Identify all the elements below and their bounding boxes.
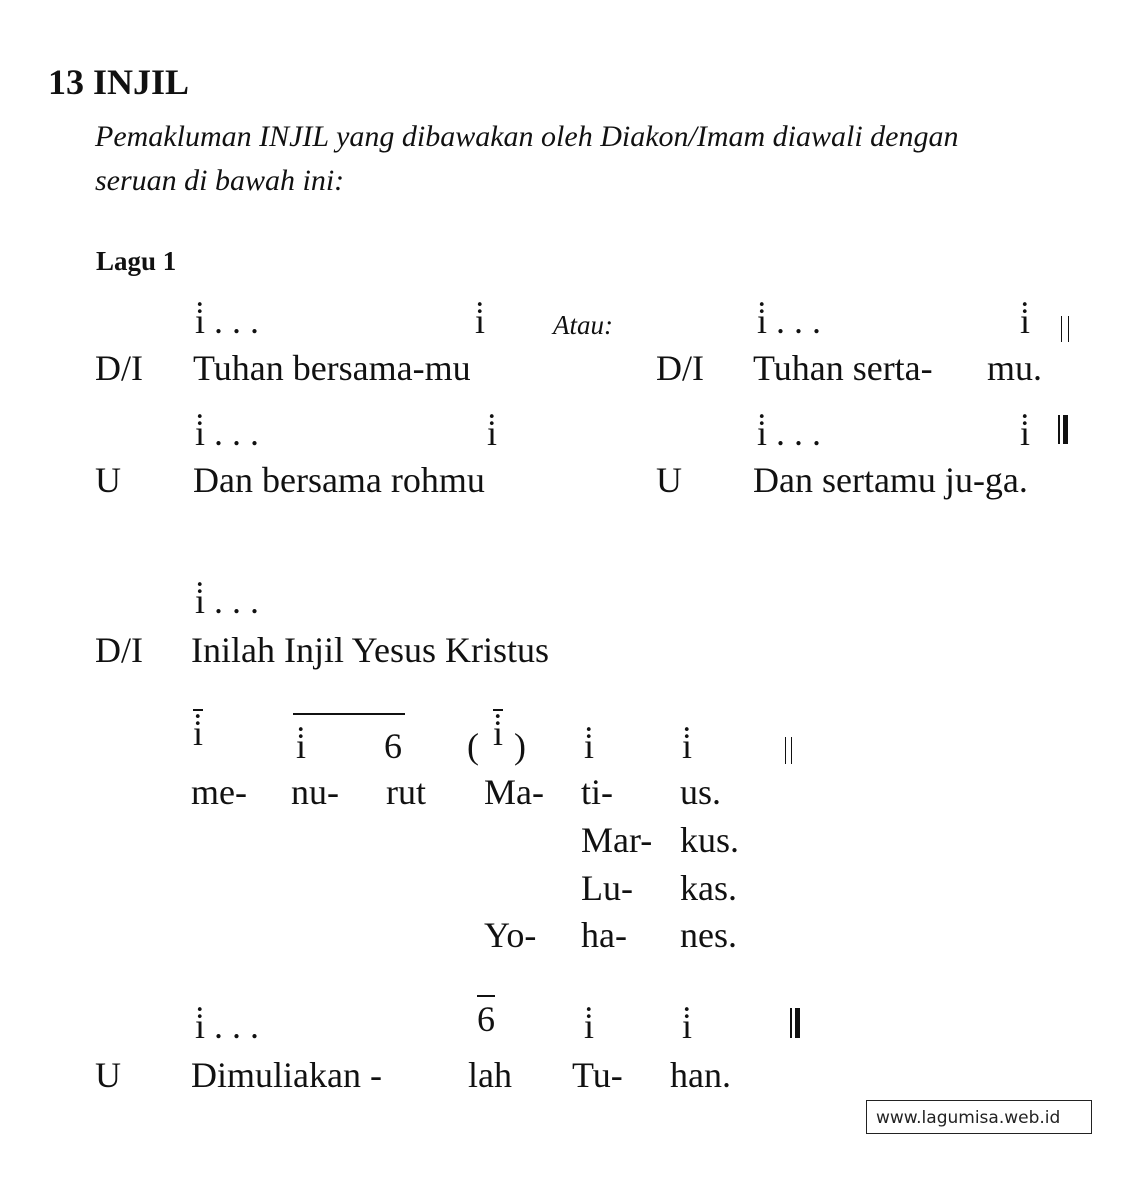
page-title: 13 INJIL	[48, 62, 190, 102]
left-row2-notes-a: i̇ . . .	[195, 413, 260, 453]
right-row2-role: U	[656, 460, 682, 500]
syllable-ti: ti-	[581, 772, 613, 812]
final-barline	[1058, 415, 1070, 444]
syllable-ha: ha-	[581, 915, 627, 955]
right-row1-lyric-a: Tuhan serta-	[753, 348, 933, 388]
right-row2-notes-b: i̇	[1020, 413, 1031, 453]
watermark-text: www.lagumisa.web.id	[876, 1108, 1061, 1128]
response-lyric-2: lah	[468, 1055, 512, 1095]
response-note-i1: i̇	[584, 1006, 595, 1046]
menurut-note-2: i̇	[296, 726, 307, 766]
atau-label: Atau:	[553, 310, 613, 340]
left-row2-notes-b: i̇	[487, 413, 498, 453]
syllable-lu: Lu-	[581, 868, 633, 908]
menurut-note-5: i̇	[584, 726, 595, 766]
syllable-nu: nu-	[291, 772, 339, 812]
response-lyric-4: han.	[670, 1055, 731, 1095]
response-note-i2: i̇	[682, 1006, 693, 1046]
intro-line-2: seruan di bawah ini:	[95, 164, 345, 197]
announce-role: D/I	[95, 630, 143, 670]
response-lyric-3: Tu-	[572, 1055, 623, 1095]
syllable-rut: rut	[386, 772, 426, 812]
intro-line-1: Pemakluman INJIL yang dibawakan oleh Diakon/Imam diawali dengan	[95, 120, 959, 153]
left-row1-lyric: Tuhan bersama-mu	[193, 348, 471, 388]
double-barline	[785, 737, 792, 764]
syllable-us: us.	[680, 772, 722, 812]
syllable-mar: Mar-	[581, 820, 653, 860]
menurut-note-4: i̇	[493, 709, 503, 751]
syllable-kus: kus.	[680, 820, 740, 860]
response-note-6: 6	[477, 995, 495, 1037]
left-row1-role: D/I	[95, 348, 143, 388]
syllable-me: me-	[191, 772, 247, 812]
slur-line	[293, 713, 405, 715]
final-barline	[790, 1008, 801, 1038]
syllable-kas: kas.	[680, 868, 737, 908]
left-row2-lyric: Dan bersama rohmu	[193, 460, 485, 500]
response-lyric-1: Dimuliakan -	[191, 1055, 382, 1095]
watermark-box	[866, 1100, 1092, 1134]
menurut-paren-close: )	[514, 726, 526, 766]
right-row1-lyric-b: mu.	[987, 348, 1043, 388]
section-label: Lagu 1	[96, 246, 177, 276]
right-row1-notes-a: i̇ . . .	[757, 301, 822, 341]
syllable-yo: Yo-	[484, 915, 537, 955]
right-row2-notes-a: i̇ . . .	[757, 413, 822, 453]
right-row1-notes-b: i̇	[1020, 301, 1031, 341]
menurut-paren-open: (	[467, 726, 479, 766]
left-row1-notes-a: i̇ . . .	[195, 301, 260, 341]
menurut-note-3: 6	[384, 726, 402, 766]
syllable-nes: nes.	[680, 915, 737, 955]
announce-notes: i̇ . . .	[195, 581, 260, 621]
response-role: U	[95, 1055, 121, 1095]
announce-lyric: Inilah Injil Yesus Kristus	[191, 630, 550, 670]
syllable-ma: Ma-	[484, 772, 544, 812]
response-notes-a: i̇ . . .	[195, 1006, 260, 1046]
menurut-note-1: i̇	[193, 709, 203, 751]
menurut-note-6: i̇	[682, 726, 693, 766]
right-row1-role: D/I	[656, 348, 704, 388]
left-row1-notes-b: i̇	[475, 301, 486, 341]
right-row2-lyric: Dan sertamu ju-ga.	[753, 460, 1028, 500]
left-row2-role: U	[95, 460, 121, 500]
double-barline	[1061, 316, 1069, 342]
